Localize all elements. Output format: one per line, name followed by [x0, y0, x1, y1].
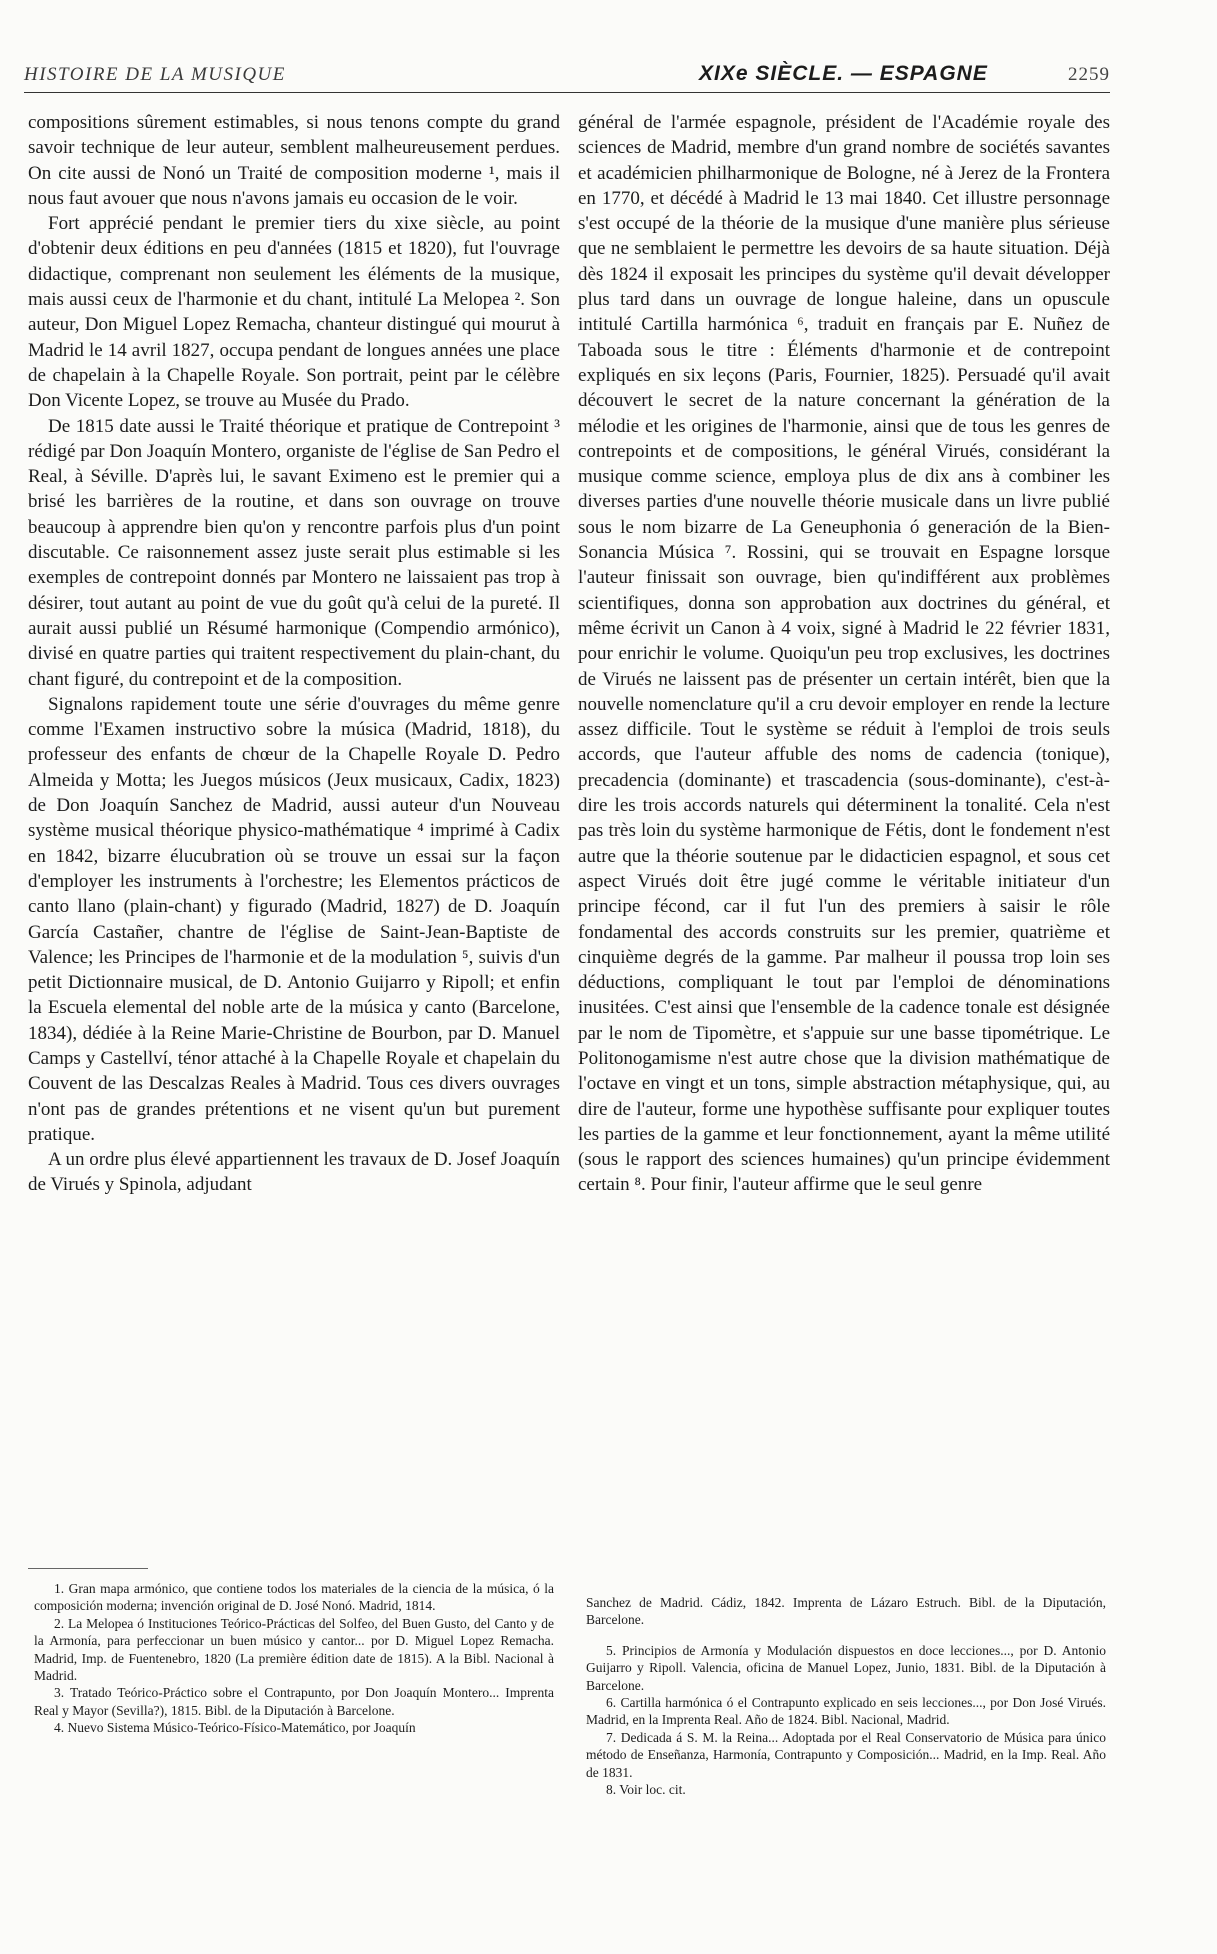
footnote: 4. Nuevo Sistema Músico-Teórico-Físico-Matemático, por Joaquín: [54, 1720, 416, 1736]
paragraph: A un ordre plus élevé appartiennent les travaux de D. Josef Joaquín de Virués y Spinola, adjudant: [28, 1149, 560, 1196]
page-header: [24, 60, 1110, 93]
footnote: 5. Principios de Armonía y Modulación dispuestos en doce lecciones..., por D. Antonio Guijarro y Ripoll. Valencia, oficina de Manuel Lopez, Junio, 1831. Bibl. de la Diputación à Barcelone.: [586, 1642, 1106, 1693]
footnote: 7. Dedicada á S. M. la Reina... Adoptada por el Real Conservatorio de Música para único método de Enseñanza, Harmonía, Contrapunto y Composición... Madrid, en la Imp. Real. Año de 1831.: [586, 1729, 1106, 1780]
paragraph: Fort apprécié pendant le premier tiers du xixe siècle, au point d'obtenir deux éditions en peu d'années (1815 et 1820), fut l'ouvrage didactique, comprenant non seulement les éléments de la musique, mais aussi ceux de l'harmonie et du chant, intitulé La Melopea ². Son auteur, Don Miguel Lopez Remacha, chanteur distingué qui mourut à Madrid le 14 avril 1827, occupa pendant de longues années une place de chapelain à la Chapelle Royale. Son portrait, peint par le célèbre Don Vicente Lopez, se trouve au Musée du Prado.: [28, 213, 560, 412]
left-column: [28, 110, 560, 1500]
paragraph: Signalons rapidement toute une série d'ouvrages du même genre comme l'Examen instructivo sobre la música (Madrid, 1818), du professeur des enfants de chœur de la Chapelle Royale D. Pedro Almeida y Motta; les Juegos músicos (Jeux musicaux, Cadix, 1823) de Don Joaquín Sanchez de Madrid, aussi auteur d'un Nouveau système musical théorique physico-mathématique ⁴ imprimé à Cadix en 1842, bizarre élucubration où se trouve un essai sur la façon d'employer les instruments à l'orchestre; les Elementos prácticos de canto llano (plain-chant) y figurado (Madrid, 1827) de D. Joaquín García Castañer, chantre de l'église de Saint-Jean-Baptiste de Valence; les Principes de l'harmonie et de la modulation ⁵, suivis d'un petit Dictionnaire musical, de D. Antonio Guijarro y Ripoll; et enfin la Escuela elemental del noble arte de la música y canto (Barcelone, 1834), dédiée à la Reine Marie-Christine de Bourbon, par D. Manuel Camps y Castellví, ténor attaché à la Chapelle Royale et chapelain du Couvent de las Descalzas Reales à Madrid. Tous ces divers ouvrages n'ont pas de grandes prétentions et ne visent qu'un but purement pratique.: [28, 693, 560, 1145]
footnote: 8. Voir loc. cit.: [606, 1782, 686, 1798]
footnote: 2. La Melopea ó Instituciones Teórico-Prácticas del Solfeo, del Buen Gusto, del Canto y de la Armonía, para perfeccionar un buen músico y cantor... por D. Miguel Lopez Remacha. Madrid, Imp. de Fuentenebro, 1820 (La première édition date de 1815). A la Bibl. Nacional à Madrid.: [34, 1615, 554, 1684]
paragraph: général de l'armée espagnole, président de l'Académie royale des sciences de Madrid, membre d'un grand nombre de sociétés savantes et académicien philharmonique de Bologne, né à Jerez de la Frontera en 1770, et décédé à Madrid le 13 mai 1840. Cet illustre personnage s'est occupé de la théorie de la musique d'une manière plus sérieuse que ne semblaient le permettre les devoirs de sa haute situation. Déjà dès 1824 il exposait les principes du système qu'il devait développer plus tard dans un ouvrage de longue haleine, dans un opuscule intitulé Cartilla harmónica ⁶, traduit en français par E. Nuñez de Taboada sous le titre : Éléments d'harmonie et de contrepoint expliqués en six leçons (Paris, Fournier, 1825). Persuadé qu'il avait découvert le secret de la nature concernant la génération de la mélodie et les origines de l'harmonie, ainsi que de tous les genres de contrepoints et de compositions, le général Virués, considérant la musique comme science, employa plus de dix ans à combiner les diverses parties d'une nouvelle théorie musicale dans un livre publié sous le nom bizarre de La Geneuphonia ó generación de la Bien-Sonancia Música ⁷. Rossini, qui se trouvait en Espagne lorsque l'auteur finissait son ouvrage, bien qu'indifférent aux problèmes scientifiques, donna son approbation aux doctrines du général, et même écrivit un Canon à 4 voix, signé à Madrid le 22 février 1831, pour enrichir le volume. Quoiqu'un peu trop exclusives, les doctrines de Virués ne laissent pas de présenter un certain intérêt, bien que la nouvelle nomenclature qu'il a cru devoir employer en rende la lecture assez difficile. Tout le système se réduit à l'emploi de trois seuls accords, que l'auteur affuble des noms de cadencia (tonique), precadencia (dominante) et trascadencia (sous-dominante), c'est-à-dire les trois accords naturels qui déterminent la tonalité. Cela n'est pas très loin du système harmonique de Fétis, dont le fondement n'est autre que la théorie soutenue par le didacticien espagnol, et sous cet aspect Virués doit être jugé comme le véritable initiateur d'un principe fécond, car il fut l'un des premiers à saisir le rôle fondamental des accords construits sur les premier, quatrième et cinquième degrés de la gamme. Par malheur il poussa trop loin ses déductions, compliquant le tout par l'emploi de dénominations inusitées. C'est ainsi que l'ensemble de la cadence tonale est désignée par le nom de Tipomètre, et s'appuie sur une basse tipométrique. Le Politonogamisme n'est autre chose que la division mathématique de l'octave en vingt et un tons, simple abstraction métaphysique, qui, au dire de l'auteur, forme une hypothèse suffisante pour expliquer toutes les parties de la gamme et leur fonctionnement, ayant la même utilité (sous le rapport des sciences humaines) qu'un principe évidemment certain ⁸. Pour finir, l'auteur affirme que le seul genre: [578, 112, 1110, 1196]
section-title: XIXe SIÈCLE. — ESPAGNE: [699, 62, 988, 85]
footnote-rule: [28, 1568, 148, 1569]
paragraph: De 1815 date aussi le Traité théorique et pratique de Contrepoint ³ rédigé par Don Joaquín Montero, organiste de l'église de San Pedro el Real, à Séville. D'après lui, le savant Eximeno est le premier qui a brisé les barrières de la routine, et dans son ouvrage on trouve beaucoup à apprendre bien qu'on y rencontre parfois plus d'un point discutable. Ce raisonnement assez juste serait plus estimable si les exemples de contrepoint donnés par Montero ne laissaient pas trop à désirer, tout autant au point de vue du goût qu'à celui de la pureté. Il aurait aussi publié un Résumé harmonique (Compendio armónico), divisé en quatre parties qui traitent respectivement du plain-chant, du chant figuré, du contrepoint et de la composition.: [28, 415, 560, 690]
footnote: 3. Tratado Teórico-Práctico sobre el Contrapunto, por Don Joaquín Montero... Imprenta Real y Mayor (Sevilla?), 1815. Bibl. de la Diputación à Barcelone.: [34, 1685, 554, 1718]
page-number: 2259: [1068, 64, 1110, 85]
footnote-continuation: Sanchez de Madrid. Cádiz, 1842. Imprenta de Lázaro Estruch. Bibl. de la Diputación, Barcelone.: [586, 1594, 1106, 1627]
running-title: HISTOIRE DE LA MUSIQUE: [24, 64, 286, 85]
footnotes-right: [586, 1580, 1106, 1920]
footnote: 1. Gran mapa armónico, que contiene todos los materiales de la ciencia de la música, ó la composición moderna; invención original de D. José Nonó. Madrid, 1814.: [34, 1581, 554, 1614]
right-column: [578, 110, 1110, 1500]
paragraph: compositions sûrement estimables, si nous tenons compte du grand savoir technique de leur auteur, semblent malheureusement perdues. On cite aussi de Nonó un Traité de composition moderne ¹, mais il nous faut avouer que nous n'avons jamais eu occasion de le voir.: [28, 112, 560, 209]
footnote: 6. Cartilla harmónica ó el Contrapunto explicado en seis lecciones..., por Don José Virués. Madrid, en la Imprenta Real. Año de 1824. Bibl. Nacional, Madrid.: [586, 1695, 1106, 1728]
footnotes-left: [34, 1580, 554, 1920]
